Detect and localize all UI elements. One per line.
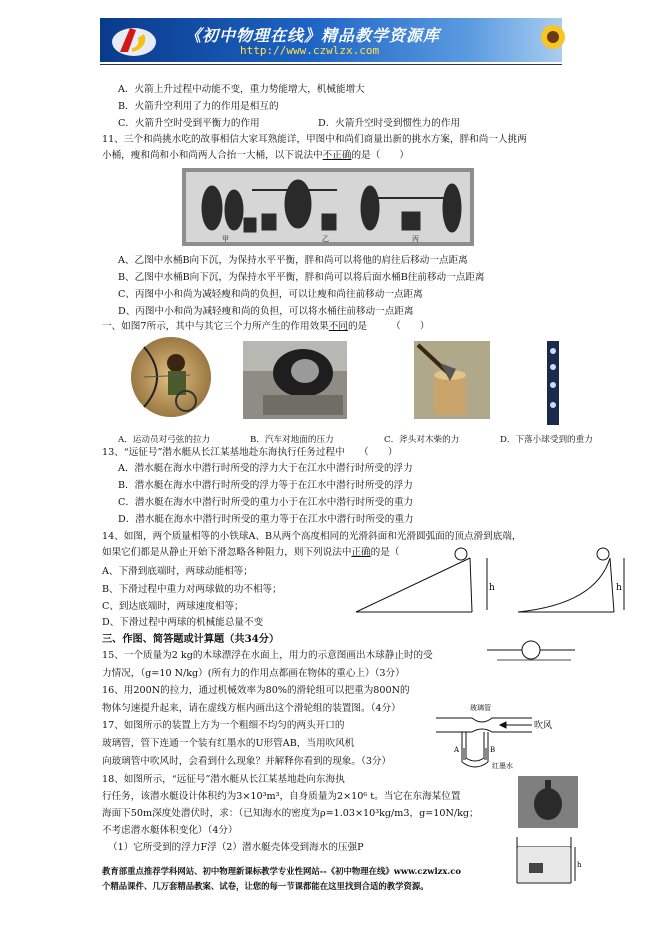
header-url[interactable]: http://www.czwlzx.com <box>240 44 380 57</box>
q12-car-tire-photo <box>243 341 347 419</box>
q14-stem-line1: 14、如图，两个质量相等的小铁球A、B从两个高度相同的光滑斜面和光滑圆弧面的顶点滑到底端， <box>102 531 522 542</box>
q14-option-c: C、到达底端时，两球速度相等； <box>102 601 244 612</box>
header-title: 《初中物理在线》精品教学资源库 <box>185 26 441 45</box>
q14-h-label-1: h <box>489 583 495 593</box>
q14-option-a: A、下滑到底端时，两球动能相等； <box>102 566 253 577</box>
q12-axe-wood-photo <box>414 341 490 419</box>
q12-caption-c: C．斧头对木柴的力 <box>384 435 460 445</box>
q12-stem: 一、如图7所示，其中与其它三个力所产生的作用效果不同的是 （ ） <box>102 321 430 332</box>
q11-option-b: B、乙图中水桶B向下沉，为保持水平平衡，胖和尚可以将后面水桶B往前移动一点距离 <box>118 272 485 283</box>
footer-line2: 个精品课件、几万套精品教案、试卷，让您的每一节课都能在这里找到合适的教学资源。 <box>102 881 429 891</box>
q13-stem: 13、“远征号”潜水艇从长江某基地赴东海执行任务过程中 （ ） <box>102 447 398 458</box>
section3-title: 三、作图、简答题或计算题（共34分） <box>102 633 280 645</box>
q15-line1: 15、一个质量为2 kg的木球漂浮在水面上，用力的示意图画出木球静止时的受 <box>102 650 433 661</box>
q14-option-d: D、下滑过程中两球的机械能总量不变 <box>102 617 264 628</box>
header-divider <box>100 64 562 65</box>
q12-caption-d: D．下落小球受到的重力 <box>500 435 593 445</box>
q14-h-label-2: h <box>616 583 622 593</box>
q18-line4: 不考虑潜水艇体积变化）（4分） <box>102 825 238 836</box>
q11-monks-figure <box>182 168 474 246</box>
q12-archer-photo <box>130 335 212 419</box>
q14-stem-line2: 如果它们都是从静止开始下滑忽略各种阻力，则下列说法中正确的是（ <box>102 547 400 558</box>
q11-label-yi: 乙 <box>322 235 329 243</box>
q11-stem-line2: 小桶，瘦和尚和小和尚两人合抬一大桶，以下说法中不正确的是（ ） <box>102 150 409 161</box>
q13-option-b: B．潜水艇在海水中潜行时所受的浮力等于在江水中潜行时所受的浮力 <box>118 480 413 491</box>
footer-line1: 教育部重点推荐学科网站、初中物理新课标教学专业性网站--《初中物理在线》www.czwlzx.co <box>102 866 461 876</box>
sunflower-icon <box>540 24 566 50</box>
q17-line2: 玻璃管，管下连通一个装有红墨水的U形管AB，当用吹风机 <box>102 738 355 749</box>
q12-falling-ball-photo <box>547 341 559 425</box>
q11-label-bing: 丙 <box>412 235 419 243</box>
q14-incline-figure <box>352 542 627 616</box>
q15-line2: 力情况，（g=10 N/kg）(所有力的作用点都画在物体的重心上）（3分） <box>102 668 405 679</box>
q12-caption-b: B．汽车对地面的压力 <box>250 435 334 445</box>
q17-label-tube: 玻璃管 <box>470 704 491 712</box>
q16-line1: 16、用200N的拉力，通过机械效率为80%的滑轮组可以把重为800N的 <box>102 685 410 696</box>
q13-option-a: A．潜水艇在海水中潜行时所受的浮力大于在江水中潜行时所受的浮力 <box>118 463 413 474</box>
q16-line2: 物体匀速提升起来，请在虚线方框内画出这个滑轮组的装置图。（4分） <box>102 703 401 714</box>
q18-depth-container-figure <box>515 833 585 887</box>
q12-caption-a: A．运动员对弓弦的拉力 <box>118 435 211 445</box>
logo-icon <box>108 20 163 60</box>
q18-line2: 行任务，该潜水艇设计体积约为3×10³m³，自身质量为2×10⁶ t。当它在东海某位置 <box>102 791 461 802</box>
q11-stem-line1: 11、三个和尚挑水吃的故事相信大家耳熟能详，甲图中和尚们商量出新的挑水方案，胖和尚一人挑两 <box>102 134 527 145</box>
q17-label-a: A <box>454 746 460 754</box>
q11-option-c: C、丙图中小和尚为减轻瘦和尚的负担，可以让瘦和尚往前移动一点距离 <box>118 289 423 300</box>
q17-line1: 17、如图所示的装置上方为一个粗细不均匀的两头开口的 <box>102 720 345 731</box>
q18-line5: （1）它所受到的浮力F浮（2）潜水艇壳体受到海水的压强P <box>108 842 364 853</box>
q18-submarine-photo <box>518 776 578 828</box>
q10-option-c: C．火箭升空时受到平衡力的作用 <box>118 118 260 129</box>
q18-h-label: h <box>577 861 582 869</box>
q17-label-b: B <box>490 746 496 754</box>
q10-option-b: B．火箭升空利用了力的作用是相互的 <box>118 101 279 112</box>
q17-label-ink: 红墨水 <box>492 762 513 770</box>
q18-line1: 18、如图所示，“远征号”潜水艇从长江某基地赴向东海执 <box>102 774 345 785</box>
q14-option-b: B、下滑过程中重力对两球做的功不相等； <box>102 584 282 595</box>
q17-utube-figure <box>432 700 582 772</box>
q11-label-jia: 甲 <box>222 235 229 243</box>
q11-option-a: A、乙图中水桶B向下沉，为保持水平平衡，胖和尚可以将他的肩往后移动一点距离 <box>118 255 468 266</box>
q18-line3: 海面下50m深度处潜伏时，求：（已知海水的密度为ρ=1.03×10³kg/m3，g=10N/kg； <box>102 808 479 819</box>
q13-option-d: D．潜水艇在海水中潜行时所受的重力等于在江水中潜行时所受的重力 <box>118 514 414 525</box>
q17-label-wind: 吹风 <box>534 721 553 731</box>
q10-option-d: D．火箭升空时受到惯性力的作用 <box>318 118 461 129</box>
q17-line3: 向玻璃管中吹风时，会看到什么现象？并解释你看到的现象。（3分） <box>102 756 392 767</box>
q11-option-d: D、丙图中小和尚为减轻瘦和尚的负担，可以将水桶往前移动一点距离 <box>118 306 414 317</box>
q13-option-c: C．潜水艇在海水中潜行时所受的重力小于在江水中潜行时所受的重力 <box>118 497 414 508</box>
q15-floating-ball-figure <box>487 638 577 668</box>
q10-option-a: A．火箭上升过程中动能不变，重力势能增大，机械能增大 <box>118 84 365 95</box>
